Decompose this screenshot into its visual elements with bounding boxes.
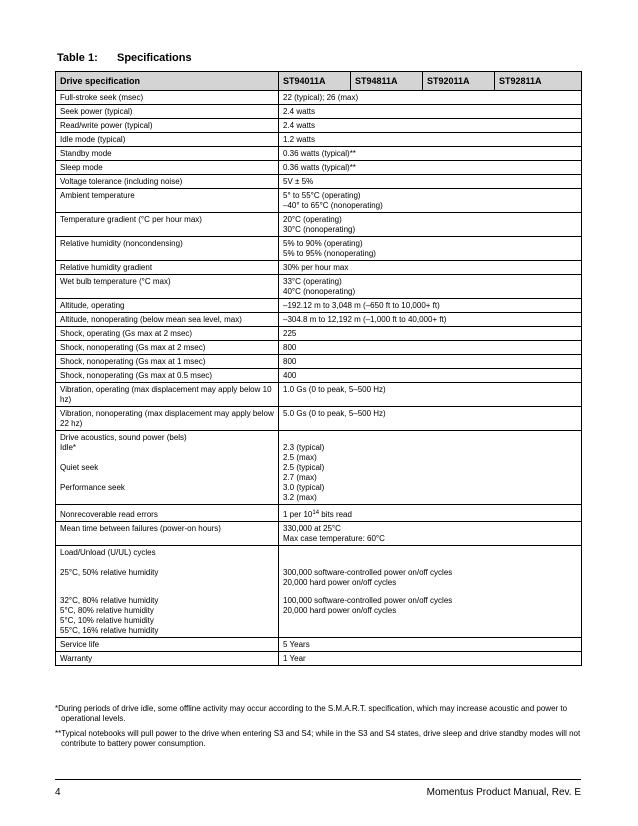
value-line: 2.4 watts [283, 121, 316, 130]
spec-cell: Temperature gradient (°C per hour max) [56, 213, 279, 237]
table-row [56, 105, 582, 119]
spec-cell: Shock, nonoperating (Gs max at 0.5 msec) [56, 369, 279, 383]
value-cell [279, 546, 582, 638]
spec-label: Performance seek [60, 483, 125, 492]
value-line: 400 [283, 371, 297, 380]
value-line: 3.0 (typical) [283, 483, 325, 492]
table-row [56, 275, 582, 299]
table-footnotes [55, 704, 581, 754]
value-line: 33°C (operating) [283, 277, 342, 286]
value-line: 5% to 95% (nonoperating) [283, 249, 376, 258]
value-cell [279, 261, 582, 275]
value-line: 800 [283, 343, 297, 352]
spec-cell: Service life [56, 638, 279, 652]
spec-label: Load/Unload (U/UL) cycles [60, 548, 156, 557]
value-line: 5 Years [283, 640, 310, 649]
value-cell [279, 91, 582, 105]
value-line: 2.7 (max) [283, 473, 317, 482]
table-row [56, 652, 582, 666]
value-cell [279, 147, 582, 161]
value-line: 5% to 90% (operating) [283, 239, 363, 248]
spec-cell: Vibration, operating (max displacement may apply below 10 hz) [56, 383, 279, 407]
table-row [56, 383, 582, 407]
value-line: 0.36 watts (typical)** [283, 163, 356, 172]
exponent: 14 [312, 510, 320, 516]
spec-cell: Full-stroke seek (msec) [56, 91, 279, 105]
value-cell [279, 105, 582, 119]
specifications-table [55, 71, 582, 666]
value-cell [279, 431, 582, 505]
footnote: **Typical notebooks will pull power to the drive when entering S3 and S4; while in the S3 and S4 states, drive sleep and drive standby modes will not contribute to battery power consumption. [55, 729, 581, 748]
table-row [56, 189, 582, 213]
table-row [56, 341, 582, 355]
value-line: Max case temperature: 60°C [283, 534, 385, 543]
spec-cell: Shock, operating (Gs max at 2 msec) [56, 327, 279, 341]
spec-cell: Altitude, nonoperating (below mean sea level, max) [56, 313, 279, 327]
table-row [56, 407, 582, 431]
spec-cell: Idle mode (typical) [56, 133, 279, 147]
value-cell [279, 175, 582, 189]
value-cell [279, 275, 582, 299]
spec-label: Idle* [60, 443, 77, 452]
value-line: 2.5 (max) [283, 453, 317, 462]
spec-cell: Ambient temperature [56, 189, 279, 213]
value-cell [279, 652, 582, 666]
table-title: Specifications [117, 52, 192, 64]
spec-cell: Vibration, nonoperating (max displacement may apply below 22 hz) [56, 407, 279, 431]
table-row [56, 505, 582, 522]
value-line: 20,000 hard power on/off cycles [283, 606, 397, 615]
condition-line: 55°C, 16% relative humidity [60, 626, 159, 635]
table-row [56, 91, 582, 105]
value-cell [279, 355, 582, 369]
table-row [56, 299, 582, 313]
value-cell [279, 161, 582, 175]
value-line: 20°C (operating) [283, 215, 342, 224]
table-row [56, 133, 582, 147]
value-cell [279, 638, 582, 652]
spec-cell [56, 546, 279, 638]
document-title: Momentus Product Manual, Rev. E [426, 787, 581, 798]
spec-cell: Shock, nonoperating (Gs max at 2 msec) [56, 341, 279, 355]
value-line: 330,000 at 25°C [283, 524, 341, 533]
column-header: ST92811A [495, 72, 582, 91]
value-cell [279, 407, 582, 431]
spec-label: Quiet seek [60, 463, 99, 472]
table-row [56, 327, 582, 341]
table-row [56, 161, 582, 175]
value-cell [279, 522, 582, 546]
value-line: 30% per hour max [283, 263, 349, 272]
value-line: 1.2 watts [283, 135, 316, 144]
value-cell [279, 213, 582, 237]
value-line: 2.5 (typical) [283, 463, 325, 472]
value-text: 1 per 10 [283, 510, 313, 519]
condition-line: 25°C, 50% relative humidity [60, 568, 159, 577]
table-row [56, 355, 582, 369]
value-line: 1.0 Gs (0 to peak, 5–500 Hz) [283, 385, 386, 394]
value-cell [279, 369, 582, 383]
table-row [56, 119, 582, 133]
value-cell [279, 119, 582, 133]
spec-cell: Seek power (typical) [56, 105, 279, 119]
spec-cell: Sleep mode [56, 161, 279, 175]
value-cell [279, 237, 582, 261]
spec-cell: Relative humidity gradient [56, 261, 279, 275]
table-row [56, 638, 582, 652]
table-row [56, 313, 582, 327]
table-row [56, 431, 582, 505]
value-line: 5.0 Gs (0 to peak, 5–500 Hz) [283, 409, 386, 418]
value-line: –40° to 65°C (nonoperating) [283, 201, 383, 210]
table-row [56, 369, 582, 383]
footer-divider [55, 779, 581, 780]
table-row [56, 147, 582, 161]
table-row [56, 175, 582, 189]
column-header: ST92011A [423, 72, 495, 91]
footnote: *During periods of drive idle, some offline activity may occur according to the S.M.A.R.T. specification, which may increase acoustic and power to operational levels. [55, 704, 568, 723]
spec-cell [56, 431, 279, 505]
spec-cell: Wet bulb temperature (°C max) [56, 275, 279, 299]
spec-cell: Mean time between failures (power-on hours) [56, 522, 279, 546]
table-row [56, 261, 582, 275]
value-line: –304.8 m to 12,192 m (–1,000 ft to 40,000+ ft) [283, 315, 447, 324]
table-row [56, 546, 582, 638]
value-cell [279, 133, 582, 147]
value-line: 5° to 55°C (operating) [283, 191, 361, 200]
page-number: 4 [55, 787, 61, 798]
value-line: 800 [283, 357, 297, 366]
column-header: ST94811A [351, 72, 423, 91]
table-caption [57, 52, 192, 64]
spec-cell: Warranty [56, 652, 279, 666]
value-cell [279, 327, 582, 341]
table-row [56, 237, 582, 261]
value-line: 3.2 (max) [283, 493, 317, 502]
value-cell [279, 189, 582, 213]
value-line: 2.4 watts [283, 107, 316, 116]
condition-line: 32°C, 80% relative humidity [60, 596, 159, 605]
value-line: 5V ± 5% [283, 177, 314, 186]
value-line: 0.36 watts (typical)** [283, 149, 356, 158]
value-line: 100,000 software-controlled power on/off cycles [283, 596, 453, 605]
spec-cell: Altitude, operating [56, 299, 279, 313]
spec-cell: Standby mode [56, 147, 279, 161]
value-text: bits read [319, 510, 352, 519]
value-line: 30°C (nonoperating) [283, 225, 356, 234]
column-header: ST94011A [279, 72, 351, 91]
condition-line: 5°C, 80% relative humidity [60, 606, 154, 615]
column-header: Drive specification [56, 72, 279, 91]
value-line: 22 (typical); 26 (max) [283, 93, 359, 102]
spec-label: Drive acoustics, sound power (bels) [60, 433, 187, 442]
value-line: 300,000 software-controlled power on/off cycles [283, 568, 453, 577]
value-cell [279, 383, 582, 407]
spec-cell: Read/write power (typical) [56, 119, 279, 133]
value-line: –192.12 m to 3,048 m (–650 ft to 10,000+ ft) [283, 301, 440, 310]
table-row [56, 213, 582, 237]
spec-cell: Relative humidity (noncondensing) [56, 237, 279, 261]
value-line: 40°C (nonoperating) [283, 287, 356, 296]
value-cell [279, 341, 582, 355]
table-number: Table 1: [57, 52, 98, 64]
table-row [56, 522, 582, 546]
spec-cell: Shock, nonoperating (Gs max at 1 msec) [56, 355, 279, 369]
value-line: 1 Year [283, 654, 306, 663]
value-cell [279, 505, 582, 522]
value-cell [279, 313, 582, 327]
value-line: 225 [283, 329, 297, 338]
spec-cell: Nonrecoverable read errors [56, 505, 279, 522]
condition-line: 5°C, 10% relative humidity [60, 616, 154, 625]
value-line: 2.3 (typical) [283, 443, 325, 452]
table-header-row [56, 72, 582, 91]
value-line: 20,000 hard power on/off cycles [283, 578, 397, 587]
value-cell [279, 299, 582, 313]
spec-cell: Voltage tolerance (including noise) [56, 175, 279, 189]
